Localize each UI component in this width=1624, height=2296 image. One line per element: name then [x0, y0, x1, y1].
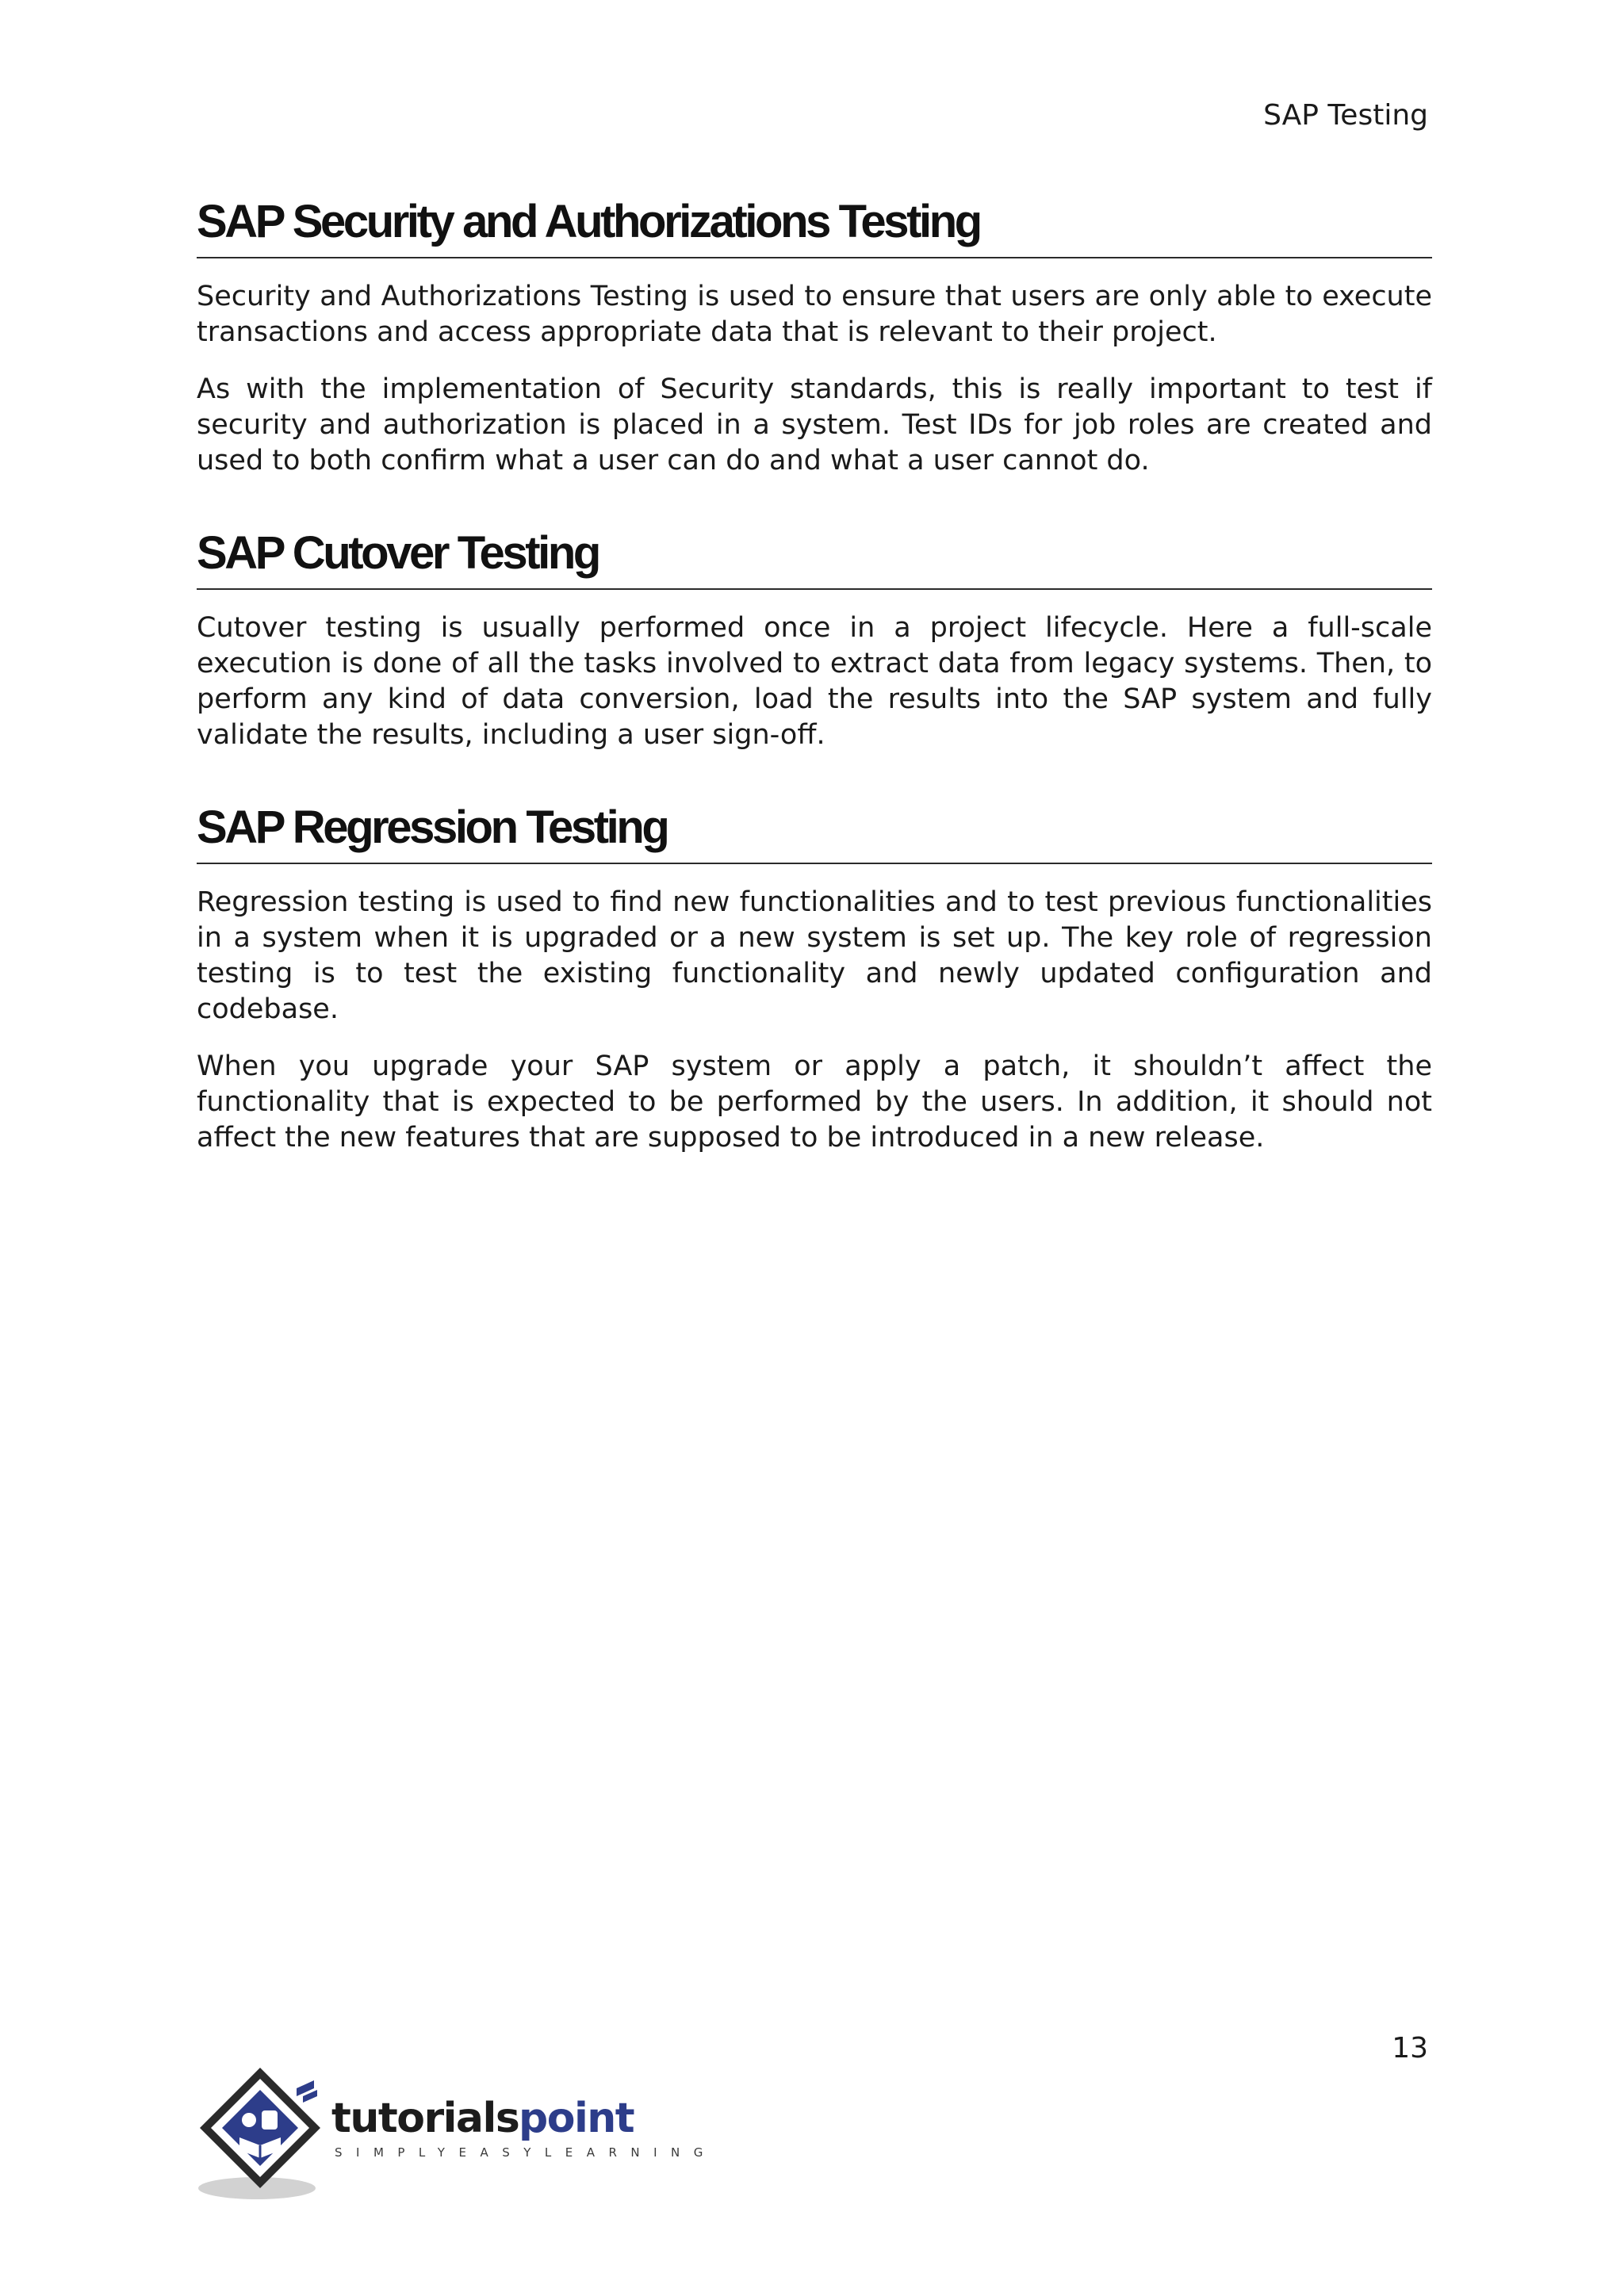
paragraph: As with the implementation of Security standards, this is really important to test if security and authorization is placed in a system. Test IDs for job roles are created and used to both confirm what a user can do and what a user cannot do. [197, 373, 1432, 476]
tutorialspoint-logo [195, 2061, 717, 2204]
section-heading: SAP Security and Authorizations Testing [197, 190, 1432, 258]
running-header: SAP Testing [1263, 99, 1428, 132]
section-security-authorizations [197, 190, 1432, 479]
paragraph: Security and Authorizations Testing is used to ensure that users are only able to execute transactions and access appropriate data that is relevant to their project. [197, 281, 1432, 348]
paragraph: When you upgrade your SAP system or apply a patch, it shouldn’t affect the functionality that is expected to be performed by the users. In addition, it should not affect the new features that are supposed to be introduced in a new release. [197, 1050, 1432, 1154]
section-heading: SAP Regression Testing [197, 796, 1432, 864]
section-cutover [197, 522, 1432, 753]
section-heading: SAP Cutover Testing [197, 522, 1432, 590]
paragraph: Cutover testing is usually performed once in a project lifecycle. Here a full-scale execution is done of all the tasks involved to extract data from legacy systems. Then, to perform any kind of data conversion, load the results into the SAP system and fully validate the results, including a user sign-off. [197, 612, 1432, 751]
section-regression [197, 796, 1432, 1156]
page-content [197, 190, 1432, 1156]
logo-tagline: SIMPLYEASYLEARNING [335, 2145, 717, 2160]
logo-wordmark-tutorials: tutorials [331, 2095, 519, 2142]
page-number: 13 [1392, 2032, 1428, 2064]
logo-wordmark-point: point [519, 2095, 634, 2142]
paragraph: Regression testing is used to find new functionalities and to test previous functionalities in a system when it is upgraded or a new system is set up. The key role of regression testing is to test the existing functionality and newly updated configuration and codebase. [197, 886, 1432, 1025]
tutorialspoint-diamond-logo-icon [195, 2061, 334, 2204]
